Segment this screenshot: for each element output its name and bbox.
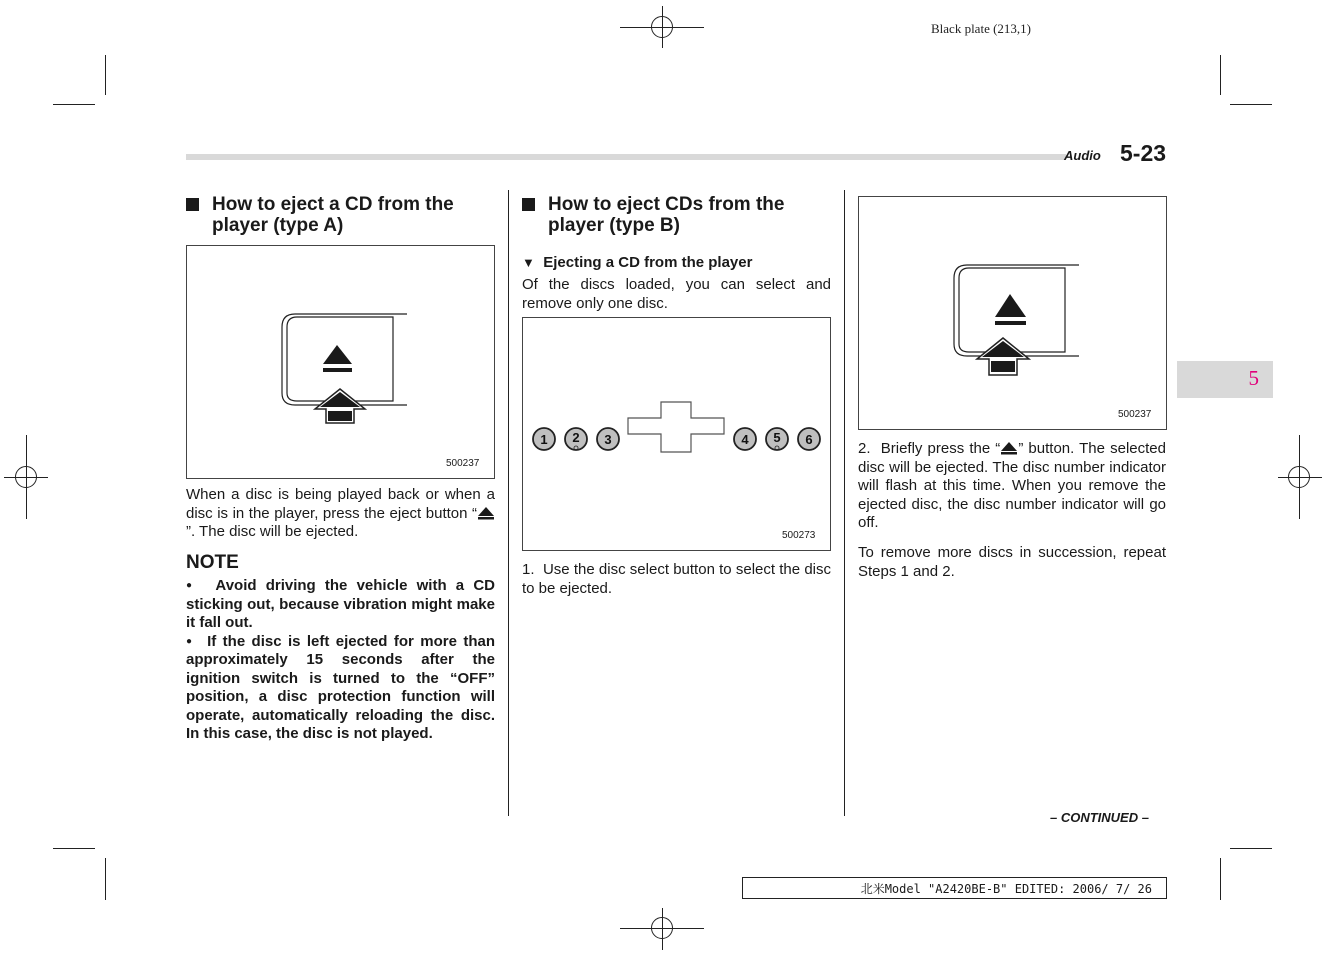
repeat-text: To remove more discs in succession, repeat Steps 1 and 2. — [858, 544, 1166, 580]
disc-button-label: 4 — [741, 432, 749, 447]
bullet-icon: ● — [186, 635, 195, 647]
header-section: Audio — [1064, 148, 1101, 163]
figure-code: 500237 — [446, 458, 480, 469]
column-rule-1 — [508, 190, 509, 816]
section-square-icon — [186, 198, 199, 211]
column-rule-2 — [844, 190, 845, 816]
section-title-type-b: How to eject CDs from the player (type B) — [522, 194, 832, 240]
figure-code: 500237 — [1118, 409, 1152, 420]
header-bar — [186, 154, 1066, 160]
triangle-down-icon: ▼ — [522, 255, 535, 270]
plate-label: Black plate (213,1) — [931, 21, 1031, 36]
section-title-type-a: How to eject a CD from the player (type A) — [186, 194, 496, 240]
chapter-tab-label: 5 — [1248, 366, 1259, 390]
disc-button-label: 3 — [604, 432, 612, 447]
page-number: 5-23 — [1120, 140, 1167, 166]
eject-button-illustration — [187, 246, 494, 478]
step-1-text: 1. Use the disc select button to select the disc to be ejected. — [522, 561, 831, 597]
intro-text: Of the discs loaded, you can select and remove only one disc. — [522, 276, 831, 312]
subsection-title: ▼ Ejecting a CD from the player — [522, 254, 753, 271]
note-item: ● Avoid driving the vehicle with a CD sticking out, because vibration might make it fall out. — [186, 577, 495, 631]
bullet-icon: ● — [186, 580, 198, 591]
figure-disc-select — [522, 317, 831, 551]
eject-icon — [477, 506, 495, 520]
chapter-tab — [1177, 361, 1273, 398]
continued-label: – CONTINUED – — [1050, 810, 1149, 825]
disc-button-label: 6 — [805, 432, 813, 447]
eject-instructions-type-a: When a disc is being played back or when a disc is in the player, press the eject button “”. The disc will be ejected. — [186, 486, 495, 540]
disc-button-label: 1 — [540, 432, 548, 447]
eject-icon — [1000, 441, 1018, 455]
footer-text: 北米Model "A2420BE-B" EDITED: 2006/ 7/ 26 — [860, 882, 1152, 896]
step-2-text: 2. Briefly press the “ ” button. The selected disc will be ejected. The disc number indicator will flash at this time. When you remove the ejected disc, the disc number indicator will go off. — [858, 440, 1166, 531]
figure-eject-type-b — [858, 196, 1167, 430]
eject-button-illustration — [859, 197, 1166, 429]
disc-select-illustration — [523, 318, 830, 550]
disc-button-label: 5 — [773, 430, 781, 445]
figure-eject-type-a — [186, 245, 495, 479]
footer-box — [742, 877, 1167, 899]
note-list — [186, 577, 495, 744]
figure-code: 500273 — [782, 530, 816, 541]
note-item: ● If the disc is left ejected for more than approximately 15 seconds after the ignition switch is turned to the “OFF” position, a disc protection function will operate, automatically reloading the disc. In this case, the disc is not played. — [186, 632, 496, 742]
disc-button-label: 2 — [572, 430, 580, 445]
note-title: NOTE — [186, 552, 239, 573]
section-square-icon — [522, 198, 535, 211]
